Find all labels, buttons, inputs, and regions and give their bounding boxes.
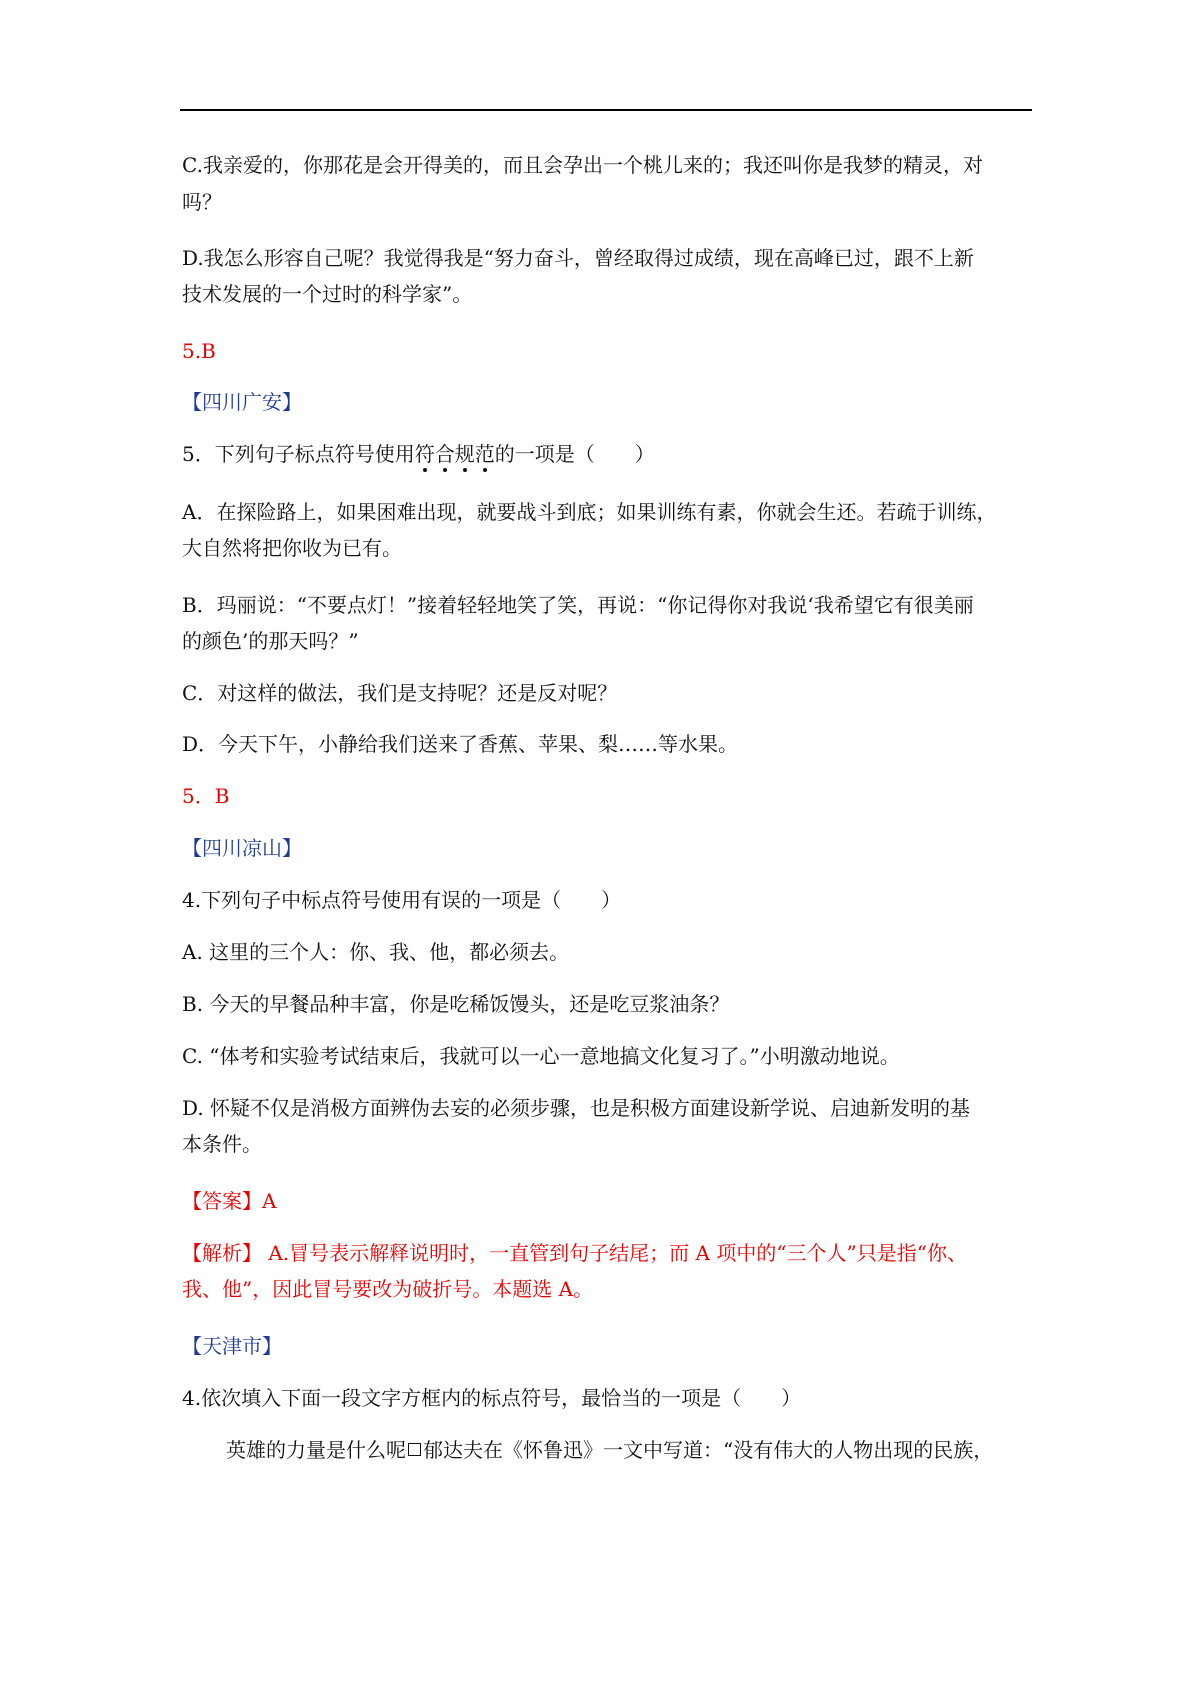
- question-4-tianjin: 4.依次填入下面一段文字方框内的标点符号，最恰当的一项是（ ）: [182, 1386, 802, 1410]
- q5-option-b-line1: B．玛丽说：“不要点灯！”接着轻轻地笑了笑，再说：“你记得你对我说‘我希望它有很美丽: [182, 593, 974, 617]
- region-tag-guangan: 【四川广安】: [182, 390, 302, 414]
- q5-option-b-line2: 的颜色’的那天吗？”: [182, 629, 359, 653]
- option-d-line1: D.我怎么形容自己呢？我觉得我是“努力奋斗，曾经取得过成绩，现在高峰已过，跟不上新: [182, 246, 974, 270]
- q4-option-d-line1: D. 怀疑不仅是消极方面辨伪去妄的必须步骤，也是积极方面建设新学说、启迪新发明的基: [182, 1096, 971, 1120]
- q4-option-d-line2: 本条件。: [182, 1132, 262, 1156]
- blank-box: [408, 1443, 421, 1456]
- passage-text-before: 英雄的力量是什么呢: [226, 1438, 406, 1462]
- passage-text-after: 郁达夫在《怀鲁迅》一文中写道：“没有伟大的人物出现的民族，: [423, 1438, 994, 1462]
- question-5-text-after: 的一项是（ ）: [494, 442, 655, 466]
- answer-5b: 5.B: [182, 339, 216, 363]
- analysis-line2: 我、他”，因此冒号要改为破折号。本题选 A。: [182, 1277, 594, 1301]
- q5-option-a-line2: 大自然将把你收为已有。: [182, 536, 402, 560]
- q4-option-b: B. 今天的早餐品种丰富，你是吃稀饭馒头，还是吃豆浆油条？: [182, 992, 730, 1016]
- emphasis-dotted-text: 符合规范: [415, 442, 495, 466]
- q4-option-a: A. 这里的三个人：你、我、他，都必须去。: [182, 940, 570, 964]
- passage-line: [226, 1428, 1076, 1472]
- header-rule: [180, 109, 1032, 111]
- option-c-line1: C.我亲爱的，你那花是会开得美的，而且会孕出一个桃儿来的；我还叫你是我梦的精灵，对: [182, 153, 983, 177]
- question-5: [182, 432, 1032, 476]
- q5-option-c: C．对这样的做法，我们是支持呢？还是反对呢？: [182, 681, 618, 705]
- option-c-line2: 吗？: [182, 190, 222, 214]
- region-tag-liangshan: 【四川凉山】: [182, 836, 302, 860]
- answer-label: 【答案】A: [182, 1189, 277, 1213]
- q5-option-d: D．今天下午，小静给我们送来了香蕉、苹果、梨……等水果。: [182, 732, 739, 756]
- answer-5b-second: 5．B: [182, 784, 230, 808]
- analysis-line1: 【解析】 A.冒号表示解释说明时，一直管到句子结尾；而 A 项中的“三个人”只是指“你、: [182, 1241, 967, 1265]
- q5-option-a-line1: A．在探险路上，如果困难出现，就要战斗到底；如果训练有素，你就会生还。若疏于训练，: [182, 500, 997, 524]
- q4-option-c: C. “体考和实验考试结束后，我就可以一心一意地搞文化复习了。”小明激动地说。: [182, 1044, 900, 1068]
- region-tag-tianjin: 【天津市】: [182, 1334, 282, 1358]
- option-d-line2: 技术发展的一个过时的科学家”。: [182, 282, 473, 306]
- question-4: 4.下列句子中标点符号使用有误的一项是（ ）: [182, 888, 622, 912]
- question-5-text-before: 5．下列句子标点符号使用: [182, 442, 415, 466]
